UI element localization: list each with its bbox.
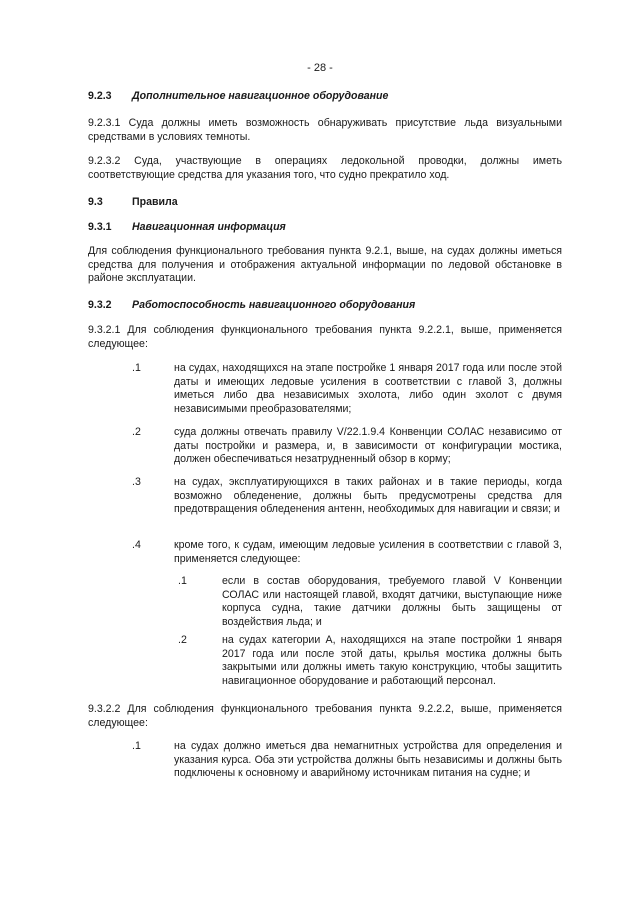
list-marker: .1 bbox=[132, 362, 141, 374]
paragraph-9-3-2-2: 9.3.2.2 Для соблюдения функционального требования пункта 9.2.2.2, выше, применяется следующее: bbox=[88, 703, 562, 729]
heading-9-3-2 bbox=[88, 299, 562, 313]
list-text: на судах должно иметься два немагнитных устройства для определения и указания курса. Оба эти устройства должны быть независимы и должны быть подключены к основному и аварийному источникам питания на судне; и bbox=[174, 740, 562, 780]
heading-number: 9.3 bbox=[88, 196, 103, 208]
list-text: на судах, находящихся на этапе постройке 1 января 2017 года или после этой даты и имеющих ледовые усиления в соответствии с главой 3, должны иметься либо два независимых эхолота, либо один эхолот с двумя независимыми преобразователями; bbox=[174, 362, 562, 415]
heading-9-2-3 bbox=[88, 90, 562, 104]
paragraph-9-2-3-2: 9.2.3.2 Суда, участвующие в операциях ледокольной проводки, должны иметь соответствующие средства для указания того, что судно прекратило ход. bbox=[88, 155, 562, 181]
list-marker: .2 bbox=[178, 634, 187, 646]
heading-9-3 bbox=[88, 196, 562, 210]
list-marker: .4 bbox=[132, 539, 141, 551]
list-text: на судах категории A, находящихся на этапе постройки 1 января 2017 года или после этой даты, крылья мостика должны быть закрытыми или должны иметь такую конструкцию, чтобы защитить навигационное оборудование и работающий персонал. bbox=[222, 634, 562, 687]
heading-9-3-1 bbox=[88, 221, 562, 235]
list-marker: .3 bbox=[132, 476, 141, 488]
heading-title: Навигационная информация bbox=[132, 221, 286, 233]
heading-title: Дополнительное навигационное оборудование bbox=[132, 90, 389, 102]
list-marker: .2 bbox=[132, 426, 141, 438]
heading-number: 9.3.1 bbox=[88, 221, 112, 233]
page-number: - 28 - bbox=[307, 62, 333, 74]
list-marker: .1 bbox=[178, 575, 187, 587]
list-text: на судах, эксплуатирующихся в таких районах и в такие периоды, когда возможно обледенение, должны быть предусмотрены средства для предотвращения обледенения антенн, необходимых для навигации и связи; и bbox=[174, 476, 562, 516]
heading-title: Правила bbox=[132, 196, 178, 208]
list-text: суда должны отвечать правилу V/22.1.9.4 Конвенции СОЛАС независимо от даты постройки и размера, и, в зависимости от конфигурации мостика, должен обеспечиваться незатрудненный обзор в корму; bbox=[174, 426, 562, 466]
heading-title: Работоспособность навигационного оборудования bbox=[132, 299, 416, 311]
paragraph-9-3-1: Для соблюдения функционального требования пункта 9.2.1, выше, на судах должны иметься средства для получения и отображения актуальной информации по ледовой обстановке в районе эксплуатации. bbox=[88, 245, 562, 285]
heading-number: 9.3.2 bbox=[88, 299, 112, 311]
heading-number: 9.2.3 bbox=[88, 90, 112, 102]
list-text: если в состав оборудования, требуемого главой V Конвенции СОЛАС или настоящей главой, входят датчики, выступающие ниже корпуса судна, такие датчики должны быть защищены от воздействия льда; и bbox=[222, 575, 562, 628]
list-marker: .1 bbox=[132, 740, 141, 752]
list-text: кроме того, к судам, имеющим ледовые усиления в соответствии с главой 3, применяется следующее: bbox=[174, 539, 562, 565]
paragraph-9-3-2-1: 9.3.2.1 Для соблюдения функционального требования пункта 9.2.2.1, выше, применяется следующее: bbox=[88, 324, 562, 350]
paragraph-9-2-3-1: 9.2.3.1 Суда должны иметь возможность обнаруживать присутствие льда визуальными средствами в условиях темноты. bbox=[88, 117, 562, 143]
